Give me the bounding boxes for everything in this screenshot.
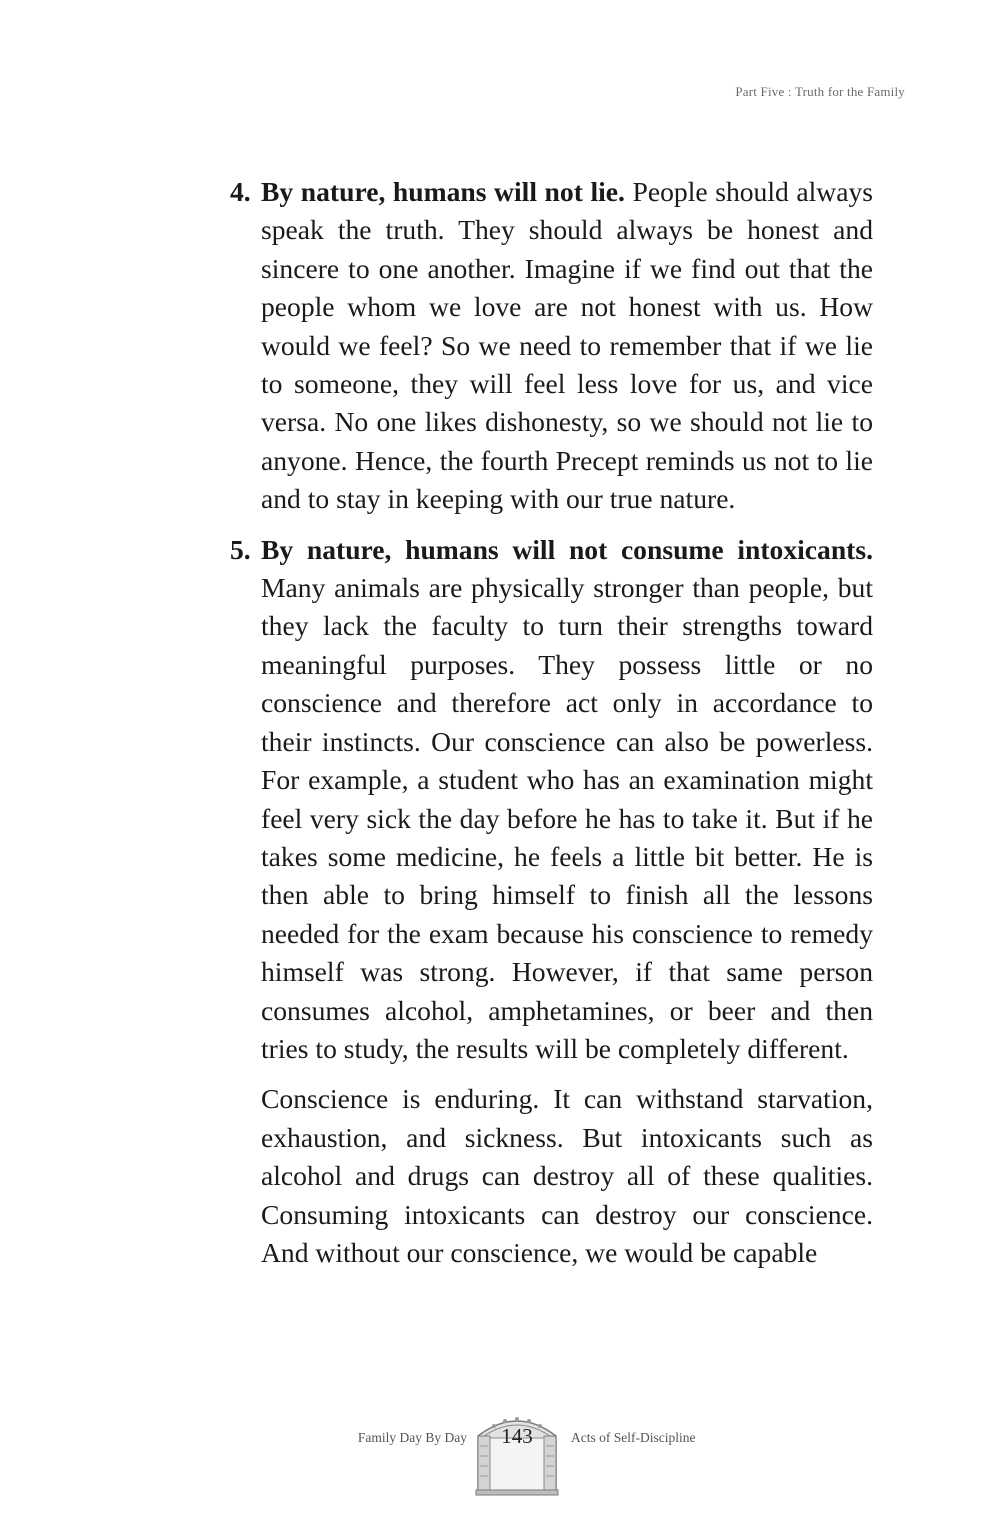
list-item bbox=[230, 531, 873, 1069]
item-number: 4. bbox=[230, 176, 251, 207]
footer-chapter-title: Acts of Self-Discipline bbox=[571, 1430, 696, 1445]
item-lead: By nature, humans will not lie. bbox=[261, 176, 625, 207]
list-item bbox=[230, 173, 873, 519]
body-text bbox=[230, 173, 873, 1272]
page-footer bbox=[0, 1412, 1000, 1497]
page-number: 143 bbox=[501, 1424, 533, 1448]
continuation-paragraph: Conscience is enduring. It can withstand starvation, exhaustion, and sickness. But intoxicants such as alcohol and drugs can destroy all of these qualities. Consuming intoxicants can destroy our conscience. And without our conscience, we would be capable bbox=[261, 1083, 873, 1268]
item-text: Many animals are physically stronger than people, but they lack the faculty to turn their strengths toward meaningful purposes. They possess little or no conscience and therefore act only in accordance to their instincts. Our conscience can also be powerless. For example, a student who has an examination might feel very sick the day before he has to take it. But if he takes some medicine, he feels a little bit better. He is then able to bring himself to finish all the lessons needed for the exam because his conscience to remedy himself was strong. However, if that same person consumes alcohol, amphetamines, or beer and then tries to study, the results will be completely different. bbox=[261, 572, 873, 1064]
item-number: 5. bbox=[230, 533, 251, 565]
item-text: People should always speak the truth. They should always be honest and sincere to one another. Imagine if we find out that the people whom we love are not honest with us. How would we feel? So we need to remember that if we lie to someone, they will feel less love for us, and vice versa. No one likes dishonesty, so we should not lie to anyone. Hence, the fourth Precept reminds us not to lie and to stay in keeping with our true nature. bbox=[261, 176, 873, 515]
footer-book-title: Family Day By Day bbox=[357, 1430, 467, 1445]
running-head: Part Five : Truth for the Family bbox=[735, 84, 905, 99]
item-lead: By nature, humans will not consume intoxicants. bbox=[261, 533, 873, 565]
